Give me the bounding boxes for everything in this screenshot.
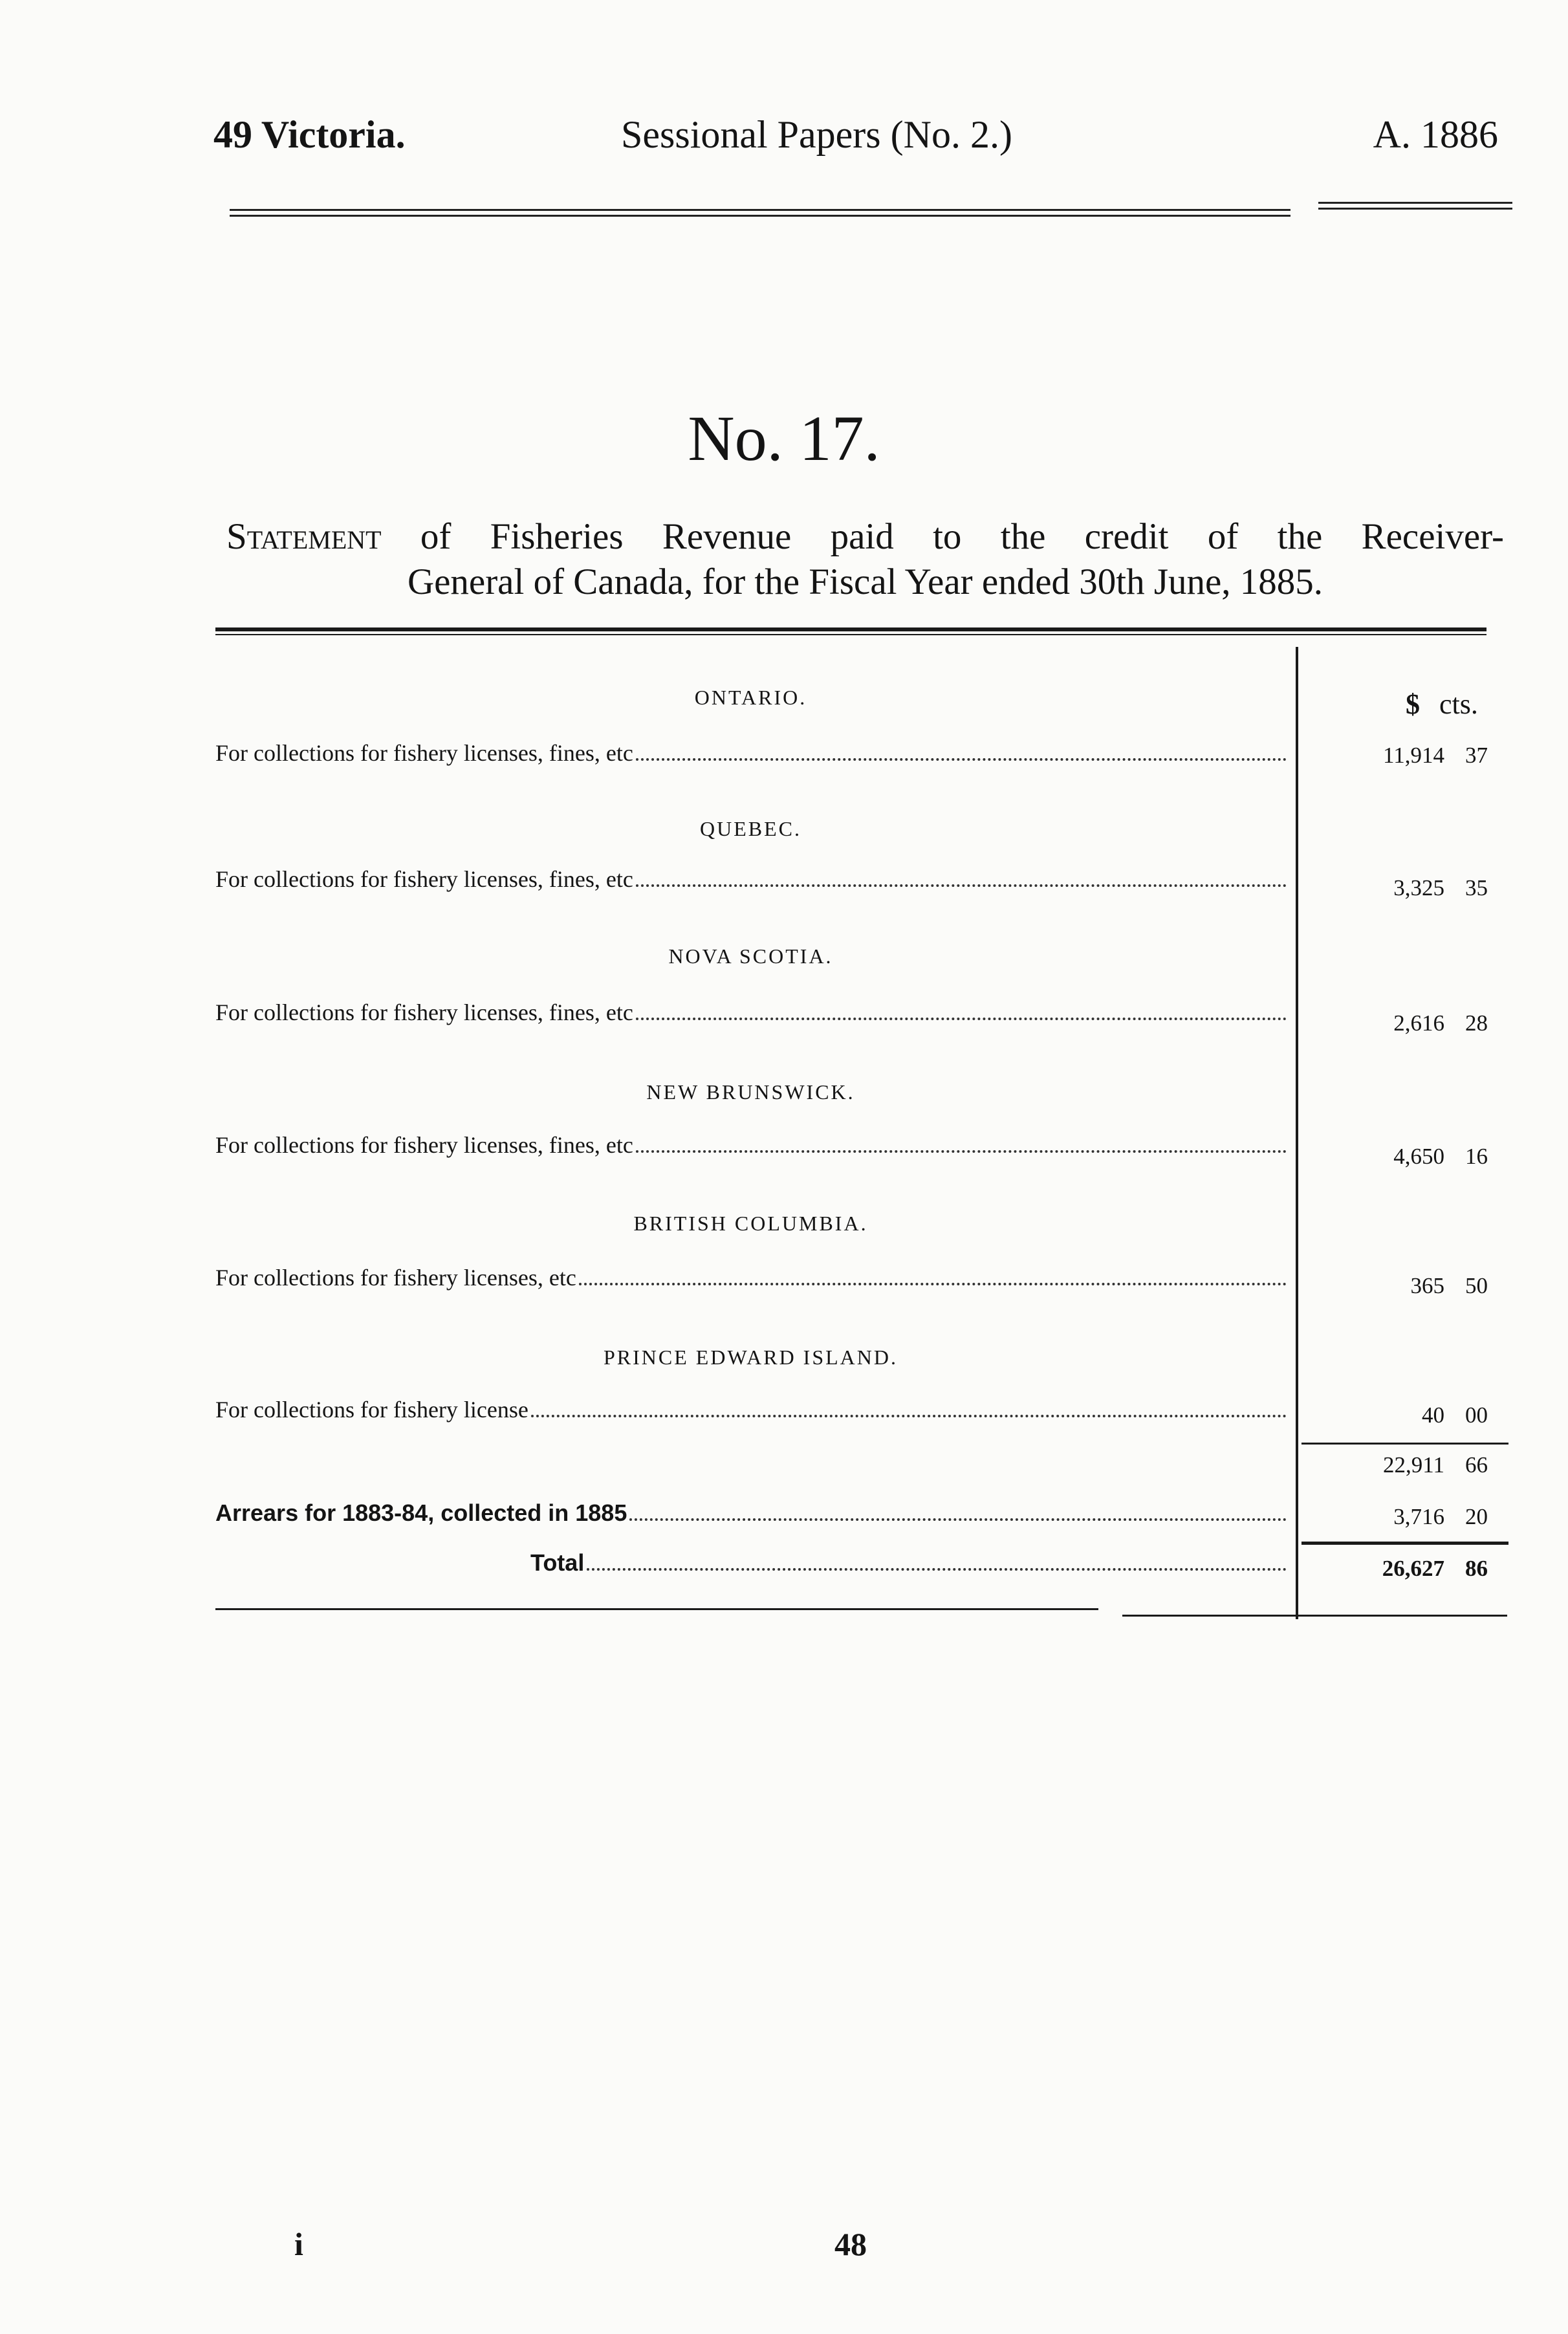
dot-leader <box>629 1518 1287 1521</box>
section-heading-nova-scotia: NOVA SCOTIA. <box>668 944 833 968</box>
dollars-value: 40 <box>1422 1402 1444 1428</box>
document-caption <box>226 514 1504 605</box>
total-label: Total <box>530 1549 585 1576</box>
caption-word: the <box>1000 516 1046 557</box>
amount-quebec <box>1307 875 1497 901</box>
row-label-text: For collections for fishery licenses, etc <box>215 1265 576 1291</box>
arrears-label: Arrears for 1883-84, collected in 1885 <box>215 1500 627 1526</box>
caption-line-1 <box>226 514 1504 560</box>
caption-word: Fisheries <box>490 516 624 557</box>
section-heading-british-columbia: BRITISH COLUMBIA. <box>633 1212 868 1235</box>
caption-line-2: General of Canada, for the Fiscal Year ended 30th June, 1885. <box>407 562 1323 602</box>
cents-value: 00 <box>1465 1402 1488 1428</box>
row-label <box>215 866 1289 893</box>
dollars-value: 365 <box>1410 1273 1444 1298</box>
row-label <box>215 999 1289 1026</box>
column-divider <box>1296 647 1298 1619</box>
dot-leader <box>636 758 1287 761</box>
caption-word: credit <box>1084 516 1169 557</box>
row-label-text <box>215 1500 627 1527</box>
row-label-text: For collections for fishery licenses, fines, etc <box>215 866 633 892</box>
header-double-rule-right <box>1318 202 1512 210</box>
cents-value: 28 <box>1465 1010 1488 1036</box>
section-heading-ontario: ONTARIO. <box>694 686 807 709</box>
dollars-value: 4,650 <box>1393 1144 1444 1169</box>
arrears-amount <box>1307 1504 1497 1530</box>
row-label-text <box>530 1549 584 1576</box>
header-series: Sessional Papers (No. 2.) <box>621 113 1012 156</box>
caption-lead-word: Statement <box>226 516 382 557</box>
caption-word: to <box>933 516 962 557</box>
row-label-text: For collections for fishery licenses, fines, etc <box>215 740 633 766</box>
cents-value: 20 <box>1465 1504 1488 1529</box>
cents-header: cts. <box>1439 688 1478 720</box>
caption-word: the <box>1277 516 1323 557</box>
caption-word: Receiver- <box>1361 516 1504 557</box>
section-heading-quebec: QUEBEC. <box>700 817 801 840</box>
amount-new-brunswick <box>1307 1144 1497 1170</box>
footer-signature-mark: i <box>294 2226 303 2262</box>
dollars-value: 3,325 <box>1393 875 1444 900</box>
row-label-total <box>530 1549 1289 1576</box>
row-label <box>215 1396 1289 1423</box>
amount-prince-edward-island <box>1307 1402 1497 1428</box>
row-label-arrears <box>215 1500 1289 1527</box>
dot-leader <box>636 1018 1287 1020</box>
row-label-text: For collections for fishery licenses, fines, etc <box>215 1132 633 1158</box>
cents-value: 66 <box>1465 1452 1488 1478</box>
cents-value: 86 <box>1465 1556 1488 1581</box>
section-heading-prince-edward-island: PRINCE EDWARD ISLAND. <box>604 1346 898 1369</box>
caption-word: Revenue <box>662 516 792 557</box>
cents-value: 37 <box>1465 743 1488 768</box>
header-double-rule <box>230 209 1290 217</box>
dollars-value: 3,716 <box>1393 1504 1444 1529</box>
section-heading-new-brunswick: NEW BRUNSWICK. <box>646 1080 855 1104</box>
header-year: A. 1886 <box>1373 113 1498 156</box>
row-label <box>215 1264 1289 1291</box>
caption-word: of <box>420 516 452 557</box>
dollars-value: 2,616 <box>1393 1010 1444 1036</box>
row-label <box>215 739 1289 767</box>
header-volume: 49 Victoria. <box>213 113 406 156</box>
row-label <box>215 1131 1289 1159</box>
title-rule <box>215 627 1486 635</box>
row-label-text: For collections for fishery license <box>215 1397 528 1423</box>
cents-value: 35 <box>1465 875 1488 900</box>
document-number: No. 17. <box>688 402 880 474</box>
amount-nova-scotia <box>1307 1010 1497 1036</box>
dot-leader <box>587 1568 1287 1571</box>
dollars-value: 26,627 <box>1382 1556 1444 1581</box>
total-amount <box>1307 1556 1497 1582</box>
row-label-text: For collections for fishery licenses, fines, etc <box>215 999 633 1025</box>
caption-word: paid <box>830 516 894 557</box>
page-number: 48 <box>834 2226 867 2262</box>
amount-column-headers <box>1307 688 1497 721</box>
table-end-rule <box>215 1608 1098 1610</box>
dollars-value: 11,914 <box>1383 743 1444 768</box>
dot-leader <box>636 884 1287 887</box>
cents-value: 16 <box>1465 1144 1488 1169</box>
caption-word: of <box>1207 516 1239 557</box>
table-end-rule-right <box>1122 1615 1507 1617</box>
cents-value: 50 <box>1465 1273 1488 1298</box>
dot-leader <box>531 1415 1287 1417</box>
dot-leader <box>636 1150 1287 1153</box>
total-rule <box>1301 1542 1508 1545</box>
subtotal-amount <box>1307 1452 1497 1478</box>
amount-british-columbia <box>1307 1273 1497 1299</box>
dot-leader <box>579 1283 1287 1285</box>
amount-ontario <box>1307 743 1497 769</box>
dollars-value: 22,911 <box>1383 1452 1444 1478</box>
subtotal-rule <box>1301 1443 1508 1445</box>
dollars-header: $ <box>1406 688 1420 720</box>
